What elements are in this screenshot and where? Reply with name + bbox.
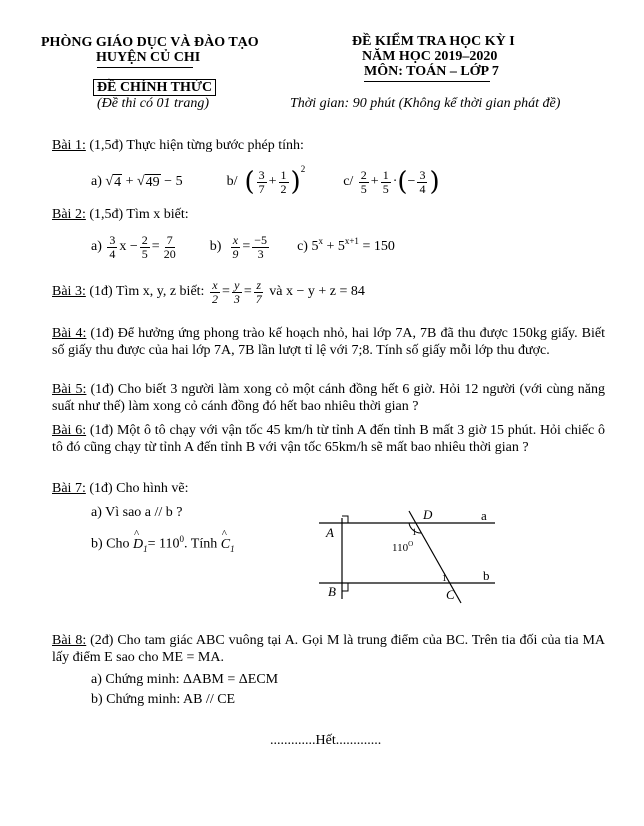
exam-title: ĐỀ KIỂM TRA HỌC KỲ I	[352, 34, 515, 49]
bai8-question-a: a) Chứng minh: ΔABM = ΔECM	[91, 672, 279, 687]
angle-c1-index: 1	[442, 573, 447, 583]
bai3-frac-z: $\frac{z}{7}$	[255, 277, 262, 306]
right-angle-mark-a	[342, 516, 348, 523]
bai4-text: (1đ) Để hưởng ứng phong trào kế hoạch nhỏ, hai lớp 7A, 7B đã thu được 150kg giấy. Biết số giấy thu được của hai lớp 7A, 7B lần lượt tỉ lệ với 7;8. Tính số giấy mỗi lớp thu được.	[52, 326, 605, 358]
bai3-eq1: =	[221, 284, 230, 299]
bai5-paragraph	[52, 381, 605, 415]
bai7-figure	[315, 503, 515, 607]
line-b-label: b	[483, 568, 490, 583]
bai2-a-x: x −	[119, 239, 138, 254]
bai2-c-tail: = 150	[358, 239, 395, 254]
bai7-question-b	[91, 527, 235, 554]
bai1-c-minus: −	[407, 174, 416, 189]
bai1-b-frac1: $\frac{3}{7}$	[258, 167, 265, 196]
paren-close-icon: )	[290, 167, 301, 197]
bai5-text: (1đ) Cho biết 3 người làm xong cỏ một cánh đồng hết 6 giờ. Hỏi 12 người (với cùng năng suất như thế) làm xong cỏ cánh đồng đó hết bao nhiêu thời gian ?	[52, 382, 605, 414]
bai2-text: (1,5đ) Tìm x biết:	[89, 207, 189, 222]
paren-close-icon: )	[429, 167, 440, 197]
bai2-formulas	[91, 230, 395, 264]
line-a-label: a	[481, 508, 487, 523]
bai7-b-mid: = 110	[147, 536, 180, 552]
sqrt-icon: √	[105, 174, 114, 189]
angle-d1-index: 1	[412, 527, 417, 537]
bai1-c-plus: +	[370, 174, 379, 189]
bai2-c-label: c)	[297, 239, 308, 254]
bai2-b-frac2: $\frac{-5}{3}$	[254, 232, 268, 261]
district-name: HUYỆN CỦ CHI	[96, 50, 201, 65]
bai3-text: (1đ) Tìm x, y, z biết:	[89, 284, 205, 299]
end-marker: .............Hết.............	[270, 733, 382, 748]
bai1-b-label: b/	[226, 174, 238, 189]
point-b-label: B	[328, 584, 336, 599]
bai2-b-eq: =	[242, 239, 251, 254]
bai2-b-frac1: $\frac{x}{9}$	[232, 232, 239, 261]
bai7-b-deg: 0	[179, 534, 185, 544]
bai5-label: Bài 5:	[52, 382, 87, 397]
bai2-a-frac3: $\frac{7}{20}$	[163, 232, 176, 261]
bai1-a-tail: − 5	[164, 174, 183, 189]
bai1-c-label: c/	[343, 174, 354, 189]
bai6-text: (1đ) Một ô tô chạy với vận tốc 45 km/h từ tỉnh A đến tỉnh B mất 3 giờ 15 phút. Hỏi chiếc ô tô đó cũng chạy từ tỉnh A đến tỉnh B với vận tốc 65km/h sẽ mất bao nhiêu thời gian ?	[52, 423, 605, 455]
hat-icon: ^	[221, 527, 227, 540]
bai2-c-base2: 5	[337, 239, 345, 254]
bai2-a-frac2: $\frac{2}{5}$	[141, 232, 148, 261]
hat-icon: ^	[134, 527, 140, 540]
bai7-heading	[52, 481, 189, 497]
bai7-question-a: a) Vì sao a // b ?	[91, 505, 183, 520]
bai2-c-plus: +	[322, 239, 338, 254]
header-underline-right	[364, 81, 490, 82]
bai3-line	[52, 274, 365, 310]
bai2-c-base1: 5	[311, 239, 319, 254]
bai8-text: (2đ) Cho tam giác ABC vuông tại A. Gọi M là trung điểm của BC. Trên tia đối của tia MA lấy điểm E sao cho ME = MA.	[52, 633, 605, 665]
bai7-label: Bài 7:	[52, 481, 86, 496]
bai1-a-plus: +	[125, 174, 134, 189]
paren-open-icon: (	[397, 167, 408, 197]
sqrt-icon: √	[136, 174, 145, 189]
bai2-heading	[52, 207, 189, 223]
bai4-label: Bài 4:	[52, 326, 87, 341]
paren-open-icon: (	[244, 167, 255, 197]
bai1-a-sqrt1: 4	[114, 174, 122, 190]
bai3-frac-x: $\frac{x}{2}$	[211, 277, 218, 306]
bai2-b-label: b)	[209, 239, 222, 254]
bai7-b-angle-c: ^ $C_1$	[220, 527, 235, 554]
bai6-label: Bài 6:	[52, 423, 87, 438]
bai1-heading	[52, 138, 304, 154]
bai3-frac-y: $\frac{y}{3}$	[233, 277, 240, 306]
bai1-b-frac2: $\frac{1}{2}$	[280, 167, 287, 196]
bai1-c-frac1: $\frac{2}{5}$	[360, 167, 367, 196]
bai1-a-label: a)	[91, 174, 102, 189]
bai1-a-sqrt2: 49	[145, 174, 160, 190]
bai1-c-frac2: $\frac{1}{5}$	[382, 167, 389, 196]
department-name: PHÒNG GIÁO DỤC VÀ ĐÀO TẠO	[41, 35, 259, 50]
bai2-c-exp2: x+1	[344, 236, 359, 246]
school-year: NĂM HỌC 2019–2020	[362, 49, 498, 64]
point-d-label: D	[423, 507, 433, 522]
bai8-question-b: b) Chứng minh: AB // CE	[91, 692, 236, 707]
bai3-label: Bài 3:	[52, 284, 86, 299]
time-note: Thời gian: 90 phút (Không kể thời gian phát đề)	[290, 96, 561, 111]
bai7-b-tinh: . Tính	[184, 536, 218, 552]
bai8-paragraph	[52, 632, 605, 666]
bai2-c-exp1: x	[318, 236, 323, 246]
bai2-a-label: a)	[91, 239, 102, 254]
bai1-b-exp: 2	[300, 164, 306, 174]
bai7-b-prefix: b) Cho	[91, 536, 130, 552]
angle-value: $110^O$	[392, 540, 414, 554]
bai1-c-frac3: $\frac{3}{4}$	[419, 167, 426, 196]
bai1-formulas	[91, 164, 440, 200]
bai4-paragraph	[52, 325, 605, 359]
bai1-label: Bài 1:	[52, 138, 86, 153]
bai1-text: (1,5đ) Thực hiện từng bước phép tính:	[89, 138, 304, 153]
official-label: ĐỀ CHÍNH THỨC	[93, 79, 216, 96]
bai6-paragraph	[52, 422, 605, 456]
bai7-text: (1đ) Cho hình vẽ:	[89, 481, 189, 496]
bai7-b-angle-d: ^ $D_1$	[133, 527, 148, 554]
point-a-label: A	[326, 525, 334, 540]
subject: MÔN: TOÁN – LỚP 7	[364, 64, 499, 79]
bai3-eq2: =	[243, 284, 252, 299]
bai1-c-dot: ·	[392, 174, 398, 189]
right-angle-mark-b	[342, 583, 348, 591]
bai2-a-eq: =	[151, 239, 160, 254]
pages-note: (Đề thi có 01 trang)	[97, 96, 209, 111]
bai2-a-frac1: $\frac{3}{4}$	[109, 232, 116, 261]
header-underline-left	[97, 67, 193, 68]
point-c-label: C	[446, 587, 455, 602]
bai3-tail: và x − y + z = 84	[269, 284, 365, 299]
bai1-b-plus: +	[268, 174, 277, 189]
bai2-label: Bài 2:	[52, 207, 86, 222]
bai8-label: Bài 8:	[52, 633, 87, 648]
